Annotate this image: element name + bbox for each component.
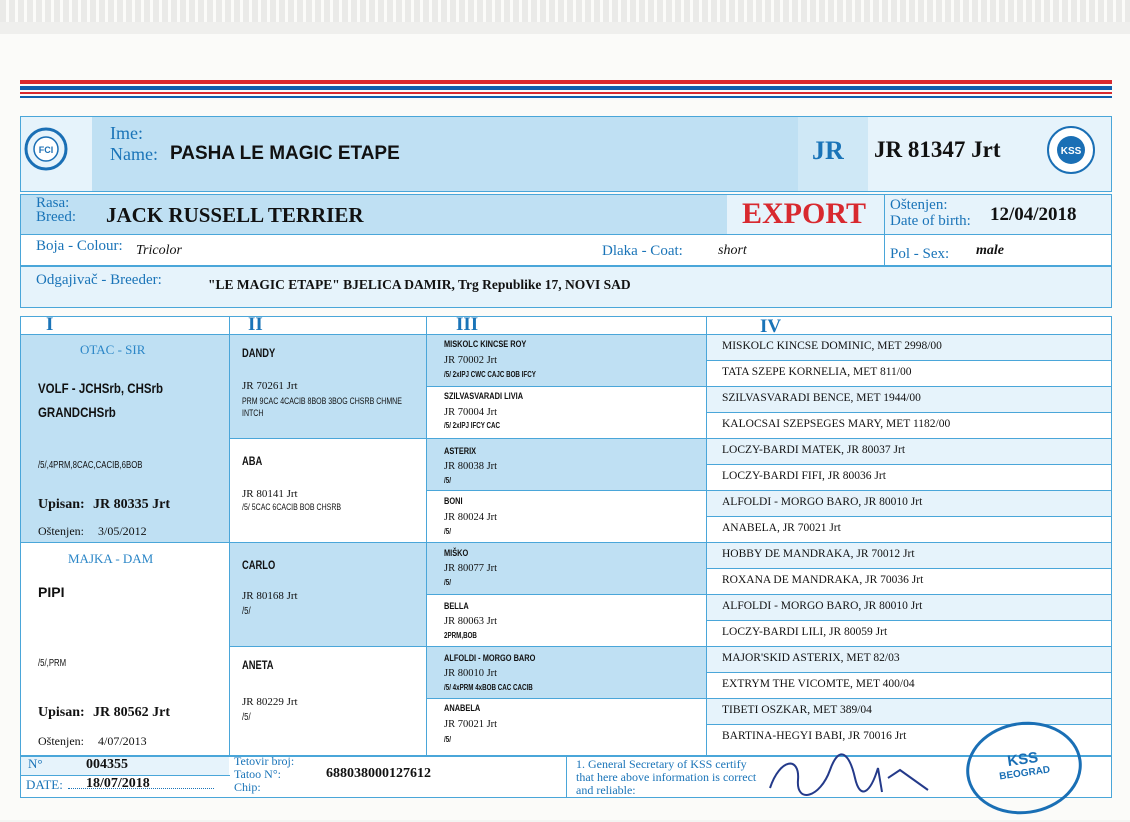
g2-titles: /5/ 5CAC 6CACIB BOB CHSRB (242, 502, 342, 512)
row-divider (229, 646, 1112, 647)
g2-titles: /5/ (242, 712, 251, 723)
row-divider (229, 438, 1112, 439)
generation-header-line (20, 334, 1112, 335)
fci-logo-icon (24, 127, 68, 171)
g2-name: DANDY (242, 346, 276, 360)
colour-label: Boja - Colour: (36, 238, 123, 254)
signature-icon (760, 748, 930, 804)
number-label: N° (28, 756, 43, 771)
generation-1-label: I (46, 314, 54, 335)
g3-name: BONI (444, 496, 463, 507)
breed-label-local: Rasa: (36, 195, 70, 211)
row-divider (20, 542, 1112, 543)
row-divider (706, 464, 1112, 465)
g3-name: ASTERIX (444, 446, 477, 457)
g3-name: ALFOLDI - MORGO BARO (444, 653, 536, 664)
g2-titles: PRM 9CAC 4CACIB 8BOB 3BOG CHSRB CHMNE (242, 396, 402, 406)
sire-titles: /5/,4PRM,8CAC,CACIB,6BOB (38, 460, 143, 471)
g2-name: ABA (242, 454, 263, 468)
g4-ancestor: KALOCSAI SZEPSEGES MARY, MET 1182/00 (722, 418, 951, 430)
coat-value: short (718, 243, 747, 258)
dog-name: PASHA LE MAGIC ETAPE (170, 143, 400, 164)
row-divider (706, 360, 1112, 361)
date-label: DATE: (26, 777, 63, 792)
g3-titles: 2PRM,BOB (444, 631, 477, 640)
tattoo-value: 688038000127612 (326, 766, 431, 781)
g3-name: ANABELA (444, 703, 481, 714)
g4-ancestor: SZILVASVARADI BENCE, MET 1944/00 (722, 392, 921, 404)
sire-born: 3/05/2012 (98, 524, 147, 538)
generation-3-label: III (456, 314, 479, 335)
g2-name: CARLO (242, 558, 276, 572)
g2-reg: JR 80229 Jrt (242, 696, 298, 708)
g3-name: MIŠKO (444, 548, 469, 559)
export-label: EXPORT (742, 197, 866, 230)
kss-logo-text: KSS (1060, 146, 1082, 157)
colour-value: Tricolor (136, 243, 182, 258)
g3-titles: /5/ 4xPRM 4xBOB CAC CACIB (444, 683, 533, 692)
certify-line-2: that here above information is correct (576, 770, 757, 784)
g3-reg: JR 70004 Jrt (444, 407, 498, 418)
dam-born-label: Oštenjen: (38, 734, 84, 748)
g2-titles: /5/ (242, 606, 251, 617)
footer-divider (566, 756, 567, 798)
row-divider (706, 620, 1112, 621)
blue-stripe (20, 86, 1112, 90)
red-thin-stripe (20, 92, 1112, 94)
paper-edge (0, 22, 1130, 34)
g4-ancestor: ALFOLDI - MORGO BARO, JR 80010 Jrt (722, 496, 923, 508)
g4-ancestor: EXTRYM THE VICOMTE, MET 400/04 (722, 678, 915, 690)
blue-thin-stripe (20, 96, 1112, 98)
birth-label: Date of birth: (890, 213, 971, 229)
row-divider (426, 386, 1112, 387)
g2-titles-2: INTCH (242, 408, 264, 418)
g3-name: MISKOLC KINCSE ROY (444, 339, 527, 350)
perforated-edge (0, 0, 1130, 22)
g4-ancestor: LOCZY-BARDI FIFI, JR 80036 Jrt (722, 470, 886, 482)
name-label-local: Ime: (110, 123, 143, 143)
col-divider (426, 316, 427, 756)
sex-label: Pol - Sex: (890, 246, 950, 262)
sex-divider (884, 234, 885, 266)
g2-reg: JR 70261 Jrt (242, 380, 298, 392)
row-divider (706, 568, 1112, 569)
g4-ancestor: MISKOLC KINCSE DOMINIC, MET 2998/00 (722, 340, 942, 352)
g3-reg: JR 70021 Jrt (444, 719, 498, 730)
row-divider (706, 516, 1112, 517)
chip-label: Chip: (234, 780, 261, 794)
row-divider (706, 672, 1112, 673)
g3-reg: JR 80063 Jrt (444, 616, 498, 627)
g3-reg: JR 80038 Jrt (444, 461, 498, 472)
certify-line-1: 1. General Secretary of KSS certify (576, 757, 747, 771)
certify-line-3: and reliable: (576, 783, 636, 797)
kss-logo-icon (1046, 125, 1096, 175)
dam-reg: JR 80562 Jrt (93, 705, 170, 720)
birth-value: 12/04/2018 (990, 204, 1077, 225)
red-stripe (20, 80, 1112, 84)
birth-label-local: Oštenjen: (890, 197, 948, 213)
g4-ancestor: HOBBY DE MANDRAKA, JR 70012 Jrt (722, 548, 915, 560)
sire-reg-label: Upisan: (38, 497, 85, 512)
fci-logo-text: FCI (38, 145, 54, 155)
g4-ancestor: MAJOR'SKID ASTERIX, MET 82/03 (722, 652, 900, 664)
g3-titles: /5/ 2xIPJ CWC CAJC BOB IFCY (444, 370, 536, 379)
col-divider (706, 316, 707, 756)
g2-reg: JR 80141 Jrt (242, 488, 298, 500)
breed-divider (884, 195, 885, 235)
g3-titles: /5/ (444, 578, 451, 587)
g2-name: ANETA (242, 658, 274, 672)
dam-reg-label: Upisan: (38, 705, 85, 720)
dam-name: PIPI (38, 584, 65, 600)
g3-name: BELLA (444, 601, 469, 612)
row-divider (426, 594, 1112, 595)
g4-ancestor: TIBETI OSZKAR, MET 389/04 (722, 704, 872, 716)
g4-ancestor: LOCZY-BARDI LILI, JR 80059 Jrt (722, 626, 888, 638)
g4-ancestor: ALFOLDI - MORGO BARO, JR 80010 Jrt (722, 600, 923, 612)
g2-reg: JR 80168 Jrt (242, 590, 298, 602)
number-value: 004355 (86, 757, 128, 772)
name-label: Name: (110, 144, 158, 164)
breed-value: JACK RUSSELL TERRIER (106, 203, 364, 227)
g4-ancestor: BARTINA-HEGYI BABI, JR 70016 Jrt (722, 730, 907, 742)
coat-label: Dlaka - Coat: (602, 243, 683, 259)
dam-titles: /5/,PRM (38, 658, 67, 669)
breeder-label: Odgajivač - Breeder: (36, 272, 162, 288)
g4-ancestor: ROXANA DE MANDRAKA, JR 70036 Jrt (722, 574, 924, 586)
g3-reg: JR 70002 Jrt (444, 355, 498, 366)
sire-name: VOLF - JCHSrb, CHSrb (38, 380, 164, 396)
row-divider (426, 490, 1112, 491)
generation-4-label: IV (760, 316, 782, 337)
sex-value: male (976, 243, 1004, 258)
g3-name: SZILVASVARADI LIVIA (444, 391, 524, 402)
sire-title: OTAC - SIR (80, 342, 146, 357)
breed-label: Breed: (36, 209, 76, 225)
breeder-value: "LE MAGIC ETAPE" BJELICA DAMIR, Trg Republike 17, NOVI SAD (208, 277, 631, 292)
g3-titles: /5/ (444, 527, 451, 536)
g4-ancestor: LOCZY-BARDI MATEK, JR 80037 Jrt (722, 444, 906, 456)
tattoo-label: Tatoo N°: (234, 767, 281, 781)
dam-born: 4/07/2013 (98, 734, 147, 748)
g3-titles: /5/ (444, 476, 451, 485)
registration-number: JR 81347 Jrt (874, 137, 1001, 162)
g4-ancestor: TATA SZEPE KORNELIA, MET 811/00 (722, 366, 912, 378)
g3-titles: /5/ 2xIPJ IFCY CAC (444, 421, 501, 430)
jr-prefix: JR (812, 136, 844, 165)
sire-reg: JR 80335 Jrt (93, 497, 170, 512)
g3-reg: JR 80024 Jrt (444, 512, 498, 523)
tattoo-label-local: Tetovir broj: (234, 754, 295, 768)
row-divider (426, 698, 1112, 699)
g3-reg: JR 80010 Jrt (444, 668, 498, 679)
stamp-text: KSS (1006, 749, 1040, 771)
row-divider (706, 412, 1112, 413)
sire-born-label: Oštenjen: (38, 524, 84, 538)
col-divider (229, 316, 230, 756)
stamp-city: BEOGRAD (998, 764, 1051, 783)
g3-reg: JR 80077 Jrt (444, 563, 498, 574)
sire-name-2: GRANDCHSrb (38, 404, 116, 420)
g3-titles: /5/ (444, 735, 451, 744)
g4-ancestor: ANABELA, JR 70021 Jrt (722, 522, 841, 534)
dam-cell-shade (21, 542, 229, 755)
dam-title: MAJKA - DAM (68, 551, 154, 566)
generation-2-label: II (248, 314, 263, 335)
date-value: 18/07/2018 (86, 776, 150, 791)
